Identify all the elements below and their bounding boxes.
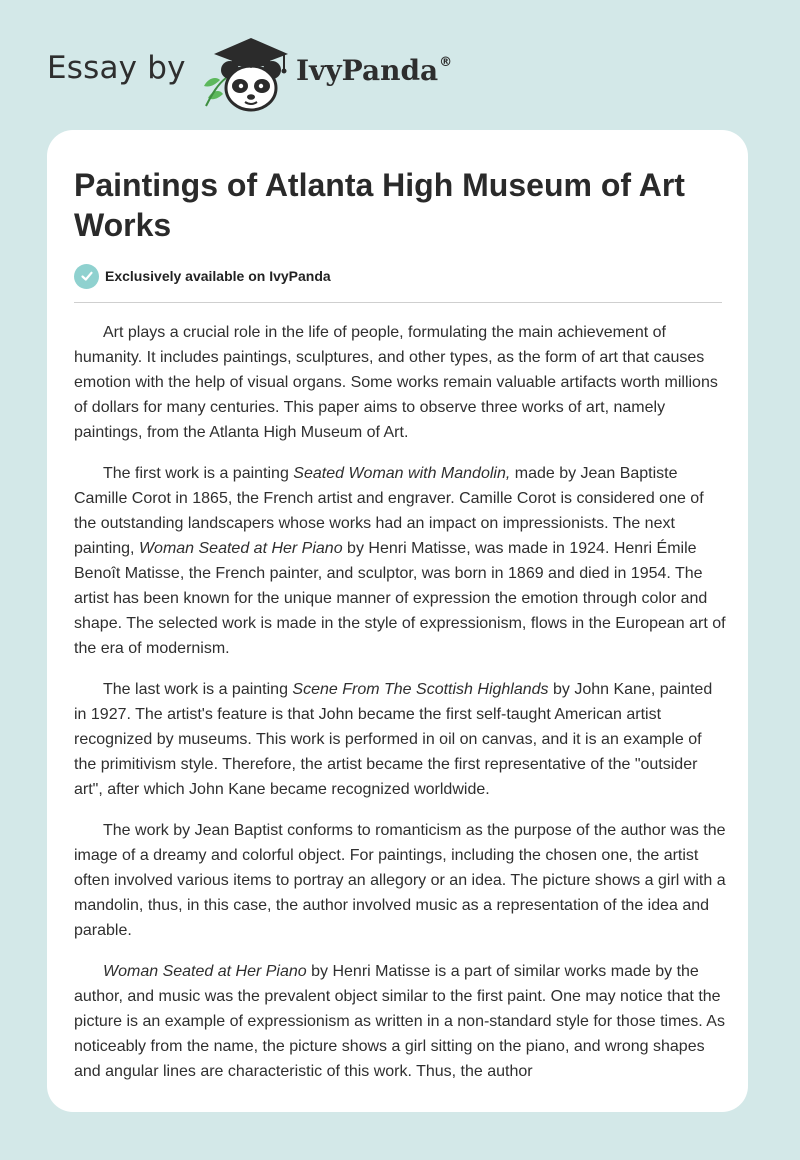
site-header [0, 0, 800, 130]
exclusive-badge [74, 263, 331, 289]
paragraph-3 [74, 677, 726, 802]
paragraph-text: by Henri Matisse, was made in 1924. Henri Émile Benoît Matisse, the French painter, and sculptor, was born in 1869 and died in 1954. The artist has been known for the unique manner of expression the emotion through color and shape. The selected work is made in the style of expressionism, flows in the European art of the era of modernism. [74, 540, 726, 657]
paragraph-text: made by Jean Baptiste Camille Corot in 1865, the French artist and engraver. Camille Corot is considered one of the outstanding landscapers whose works had an impact on impressionists. The next painting, [74, 465, 704, 557]
paragraph-text: by Henri Matisse is a part of similar works made by the author, and music was the prevalent object similar to the first paint. One may notice that the picture is an example of expressionism as written in a non-standard style for those times. As noticeably from the name, the picture shows a girl sitting on the piano, and wrong shapes and angular lines are characteristic of this work. Thus, the author [74, 963, 725, 1080]
checkmark-circle-icon [74, 264, 99, 289]
paragraph-text: The work by Jean Baptist conforms to romanticism as the purpose of the author was the image of a dreamy and colorful object. For paintings, including the chosen one, the artist often involved various items to portray an allegory or an idea. The picture shows a girl with a mandolin, thus, in this case, the author involved music as a representation of the idea and parable. [74, 822, 726, 939]
article-body [74, 320, 726, 1100]
brand-name: IvyPanda [296, 54, 439, 87]
artwork-title: Scene From The Scottish Highlands [292, 681, 549, 698]
artwork-title: Woman Seated at Her Piano [103, 963, 307, 980]
panda-graduation-cap-icon[interactable] [200, 34, 292, 114]
paragraph-text: Art plays a crucial role in the life of people, formulating the main achievement of humanity. It includes paintings, sculptures, and other types, as the form of art that causes emotion with the help of visual organs. Some works remain valuable artifacts worth millions of dollars for many centuries. This paper aims to observe three works of art, namely paintings, from the Atlanta High Museum of Art. [74, 324, 718, 441]
exclusive-badge-label: Exclusively available on IvyPanda [105, 268, 331, 284]
paragraph-text: by John Kane, painted in 1927. The artist's feature is that John became the first self-taught American artist recognized by museums. This work is performed in oil on canvas, and it is an example of the primitivism style. Therefore, the artist became the first representative of the "outsider art", after which John Kane became recognized worldwide. [74, 681, 713, 798]
artwork-title: Woman Seated at Her Piano [138, 540, 343, 557]
paragraph-2 [74, 461, 726, 661]
brand-logo-text[interactable] [296, 54, 452, 87]
page-title: Paintings of Atlanta High Museum of Art Works [74, 167, 685, 243]
essay-card [47, 130, 748, 1112]
paragraph-5 [74, 959, 726, 1084]
registered-mark: ® [439, 55, 453, 70]
paragraph-4 [74, 818, 726, 943]
paragraph-text: The first work is a painting [103, 465, 294, 482]
artwork-title: Seated Woman with Mandolin, [293, 465, 511, 482]
paragraph-text: The last work is a painting [103, 681, 293, 698]
paragraph-1 [74, 320, 726, 445]
divider [74, 302, 722, 303]
essay-by-label: Essay by [47, 50, 186, 86]
